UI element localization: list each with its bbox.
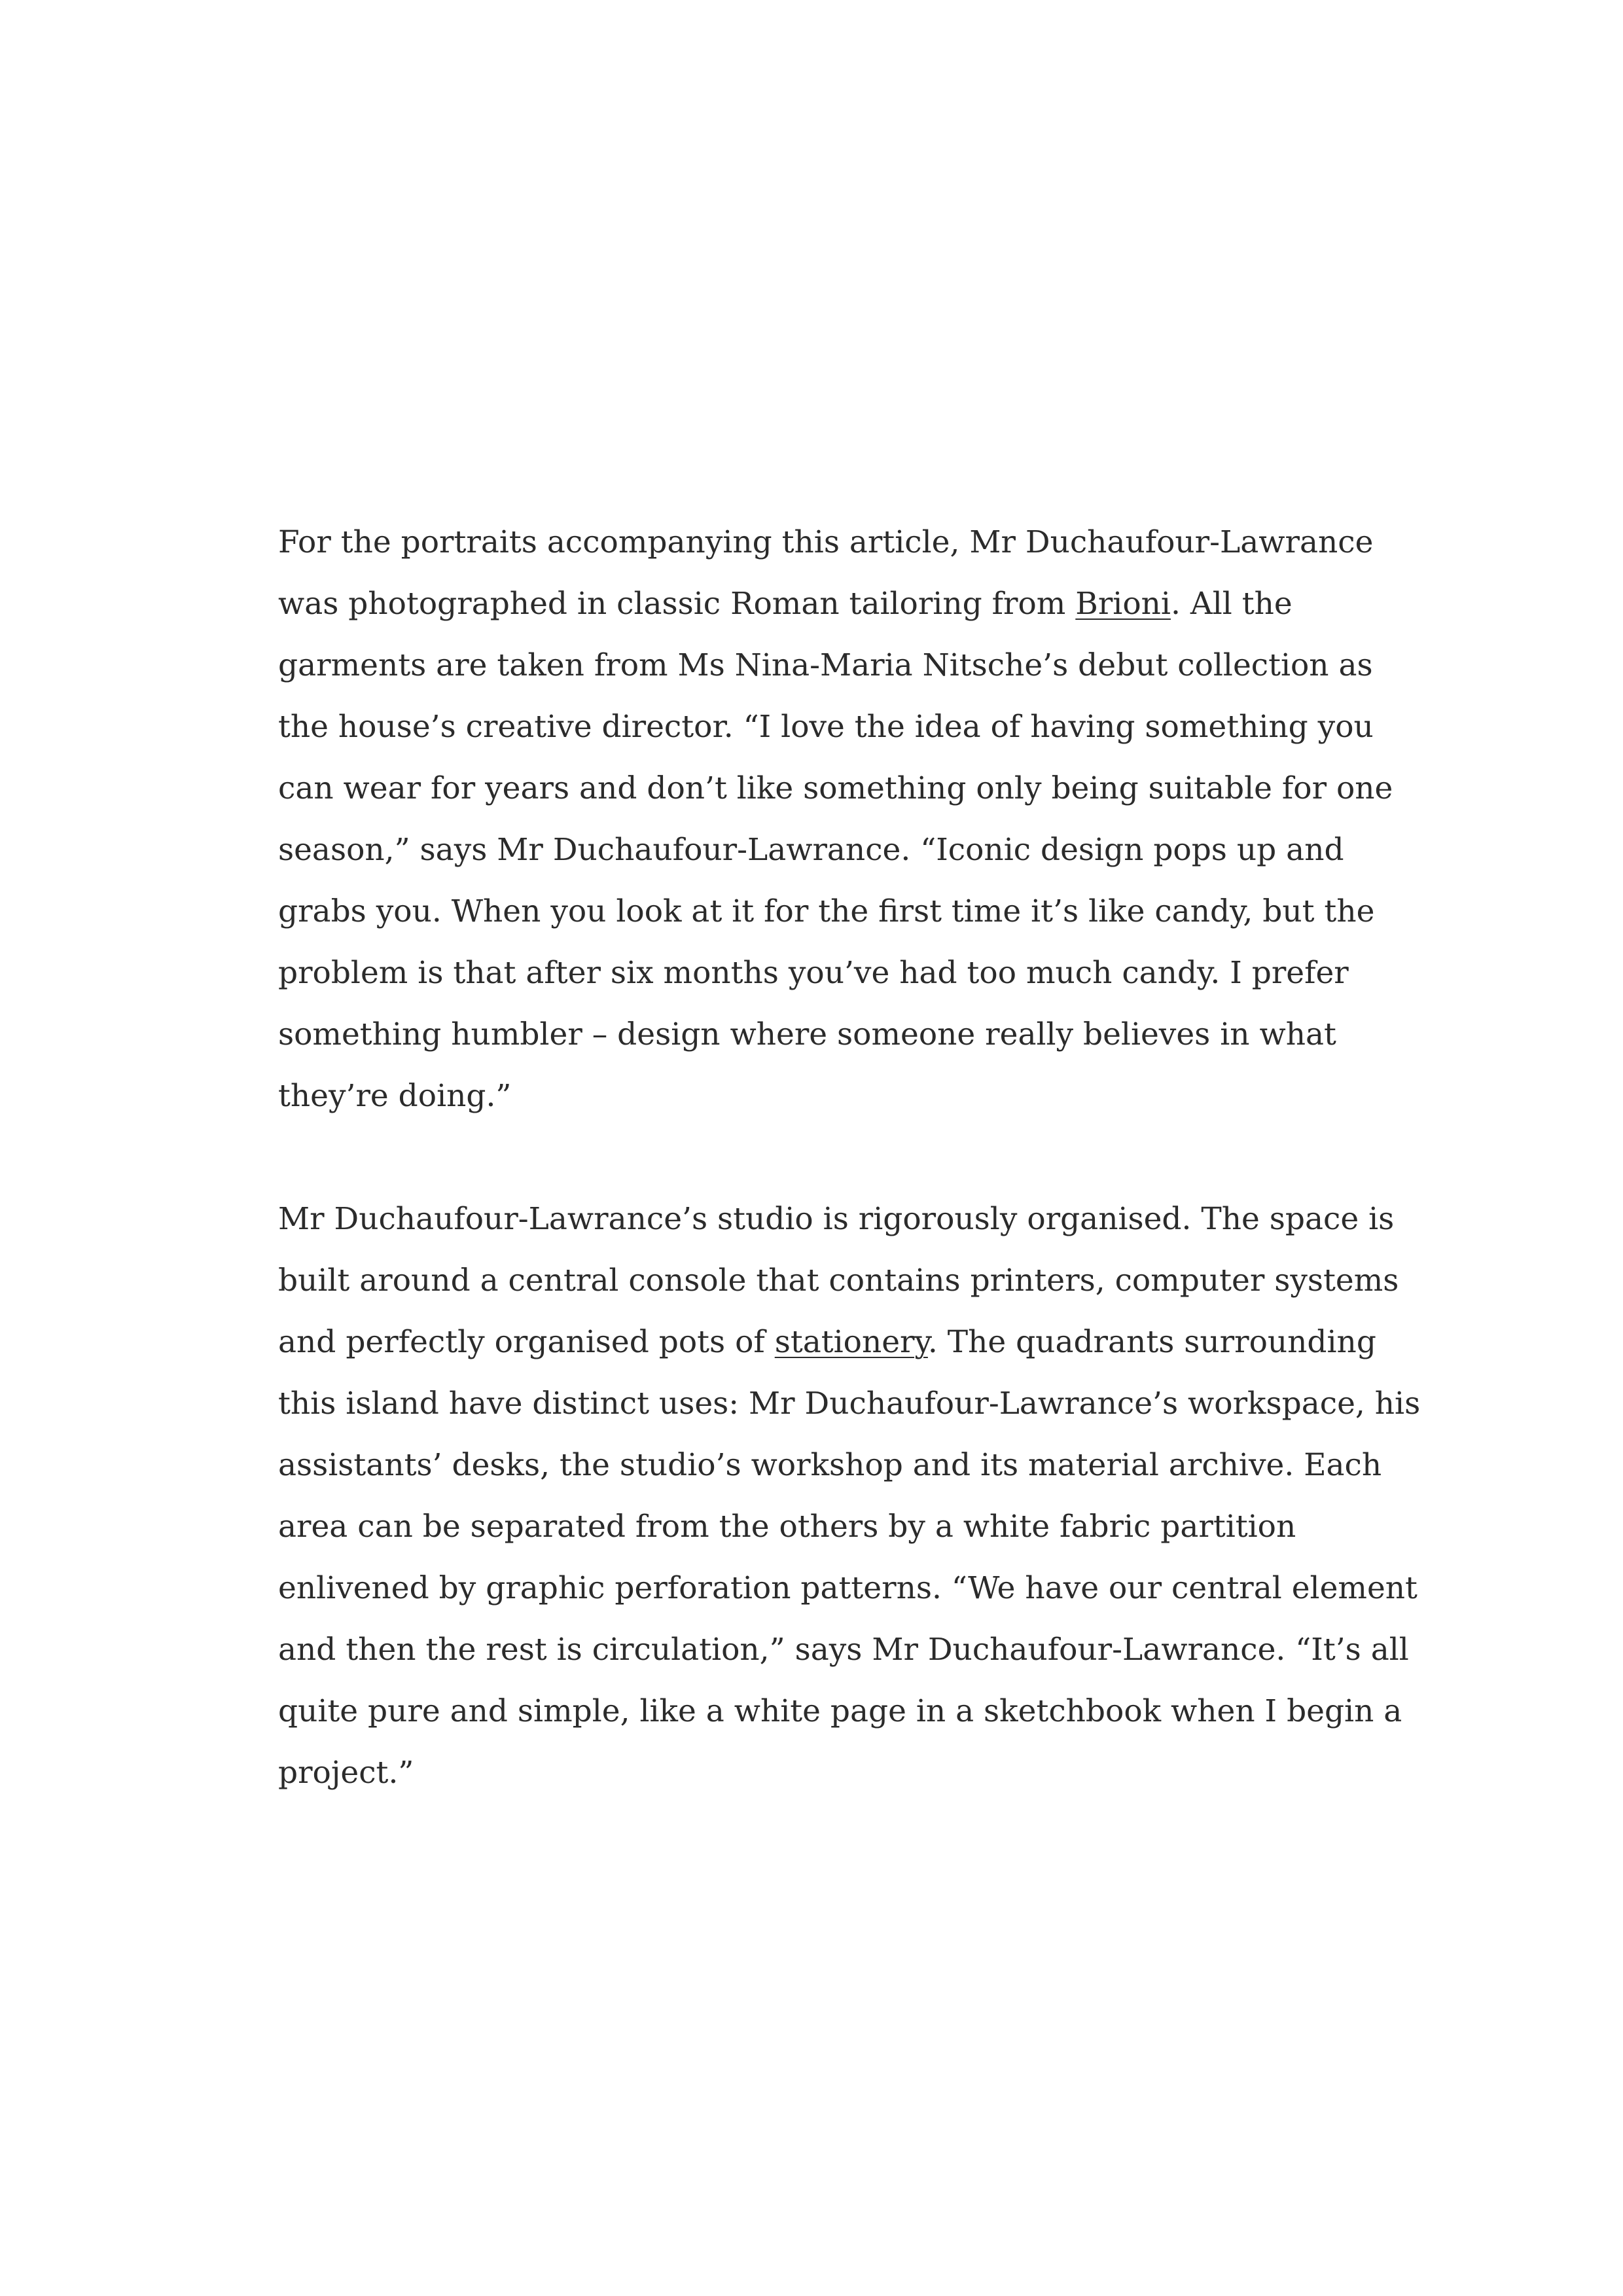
text-line: enlivened by graphic perforation patterns. “We have our central element	[278, 1570, 1418, 1606]
text-line: grabs you. When you look at it for the first time it’s like candy, but the	[278, 893, 1375, 929]
text-line: quite pure and simple, like a white page in a sketchbook when I begin a	[278, 1693, 1402, 1729]
text-line: area can be separated from the others by a white fabric partition	[278, 1509, 1296, 1545]
text-line: Mr Duchaufour-Lawrance’s studio is rigorously organised. The space is	[278, 1201, 1395, 1237]
paragraph-studio	[278, 1189, 1421, 1804]
text-line: garments are taken from Ms Nina-Maria Nitsche’s debut collection as	[278, 647, 1373, 683]
text-line: the house’s creative director. “I love the idea of having something you	[278, 709, 1374, 745]
text-line: season,” says Mr Duchaufour-Lawrance. “Iconic design pops up and	[278, 832, 1344, 868]
text-line: assistants’ desks, the studio’s workshop and its material archive. Each	[278, 1447, 1382, 1483]
text-segment: . All the	[1170, 586, 1293, 622]
text-segment: . The quadrants surrounding	[927, 1324, 1376, 1360]
text-line: something humbler – design where someone really believes in what	[278, 1016, 1336, 1052]
text-line: built around a central console that contains printers, computer systems	[278, 1263, 1399, 1299]
text-line: project.”	[278, 1755, 414, 1791]
text-line	[278, 573, 1391, 635]
text-line: they’re doing.”	[278, 1078, 512, 1114]
brioni-link[interactable]: Brioni	[1075, 586, 1171, 622]
text-line: and then the rest is circulation,” says Mr Duchaufour-Lawrance. “It’s all	[278, 1632, 1409, 1668]
text-line: this island have distinct uses: Mr Duchaufour-Lawrance’s workspace, his	[278, 1386, 1421, 1422]
paragraph-spacer	[278, 1127, 1391, 1189]
text-line: problem is that after six months you’ve had too much candy. I prefer	[278, 955, 1349, 991]
text-line: For the portraits accompanying this article, Mr Duchaufour-Lawrance	[278, 524, 1374, 560]
text-line	[278, 1312, 1391, 1373]
article-body	[278, 512, 1421, 1804]
stationery-link[interactable]: stationery	[774, 1324, 928, 1360]
text-segment: and perfectly organised pots of	[278, 1324, 775, 1360]
text-line: can wear for years and don’t like something only being suitable for one	[278, 770, 1393, 806]
paragraph-portraits	[278, 512, 1391, 1127]
text-segment: was photographed in classic Roman tailoring from	[278, 586, 1076, 622]
